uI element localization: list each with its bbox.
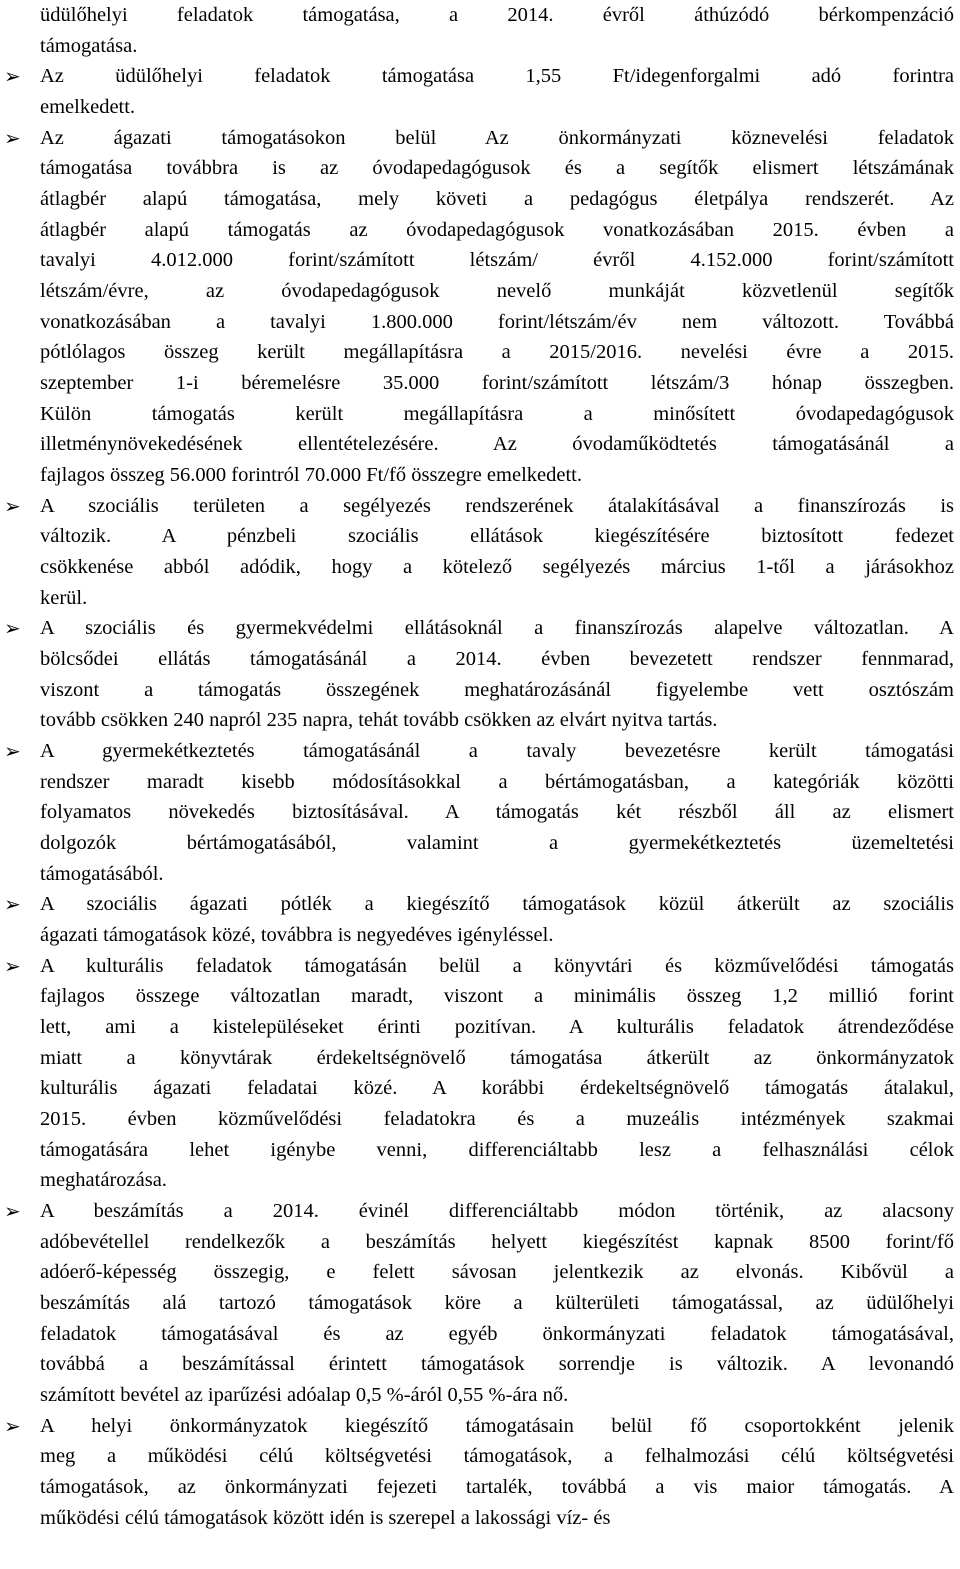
text-line: Az ágazati támogatásokon belül Az önkormányzati köznevelési feladatok: [40, 126, 954, 149]
text-line: létszám/évre, az óvodapedagógusok nevelő munkáját közvetlenül segítők: [40, 280, 954, 303]
text-line: meg a működési célú költségvetési támogatások, a felhalmozási célú költségvetési: [40, 1445, 954, 1468]
text-line: dolgozók bértámogatásából, valamint a gyermekétkeztetés üzemeltetési: [40, 832, 954, 855]
text-line: 2015. évben közművelődési feladatokra és a muzeális intézmények szakmai: [40, 1108, 954, 1131]
text-line: viszont a támogatás összegének meghatározásánál figyelembe vett osztószám: [40, 678, 954, 701]
text-line: tovább csökken 240 napról 235 napra, tehát tovább csökken az elvárt nyitva tartás.: [40, 709, 718, 732]
text-line: adóbevétellel rendelkezők a beszámítás helyett kiegészítést kapnak 8500 forint/fő: [40, 1230, 954, 1253]
text-line: A szociális területen a segélyezés rendszerének átalakításával a finanszírozás is: [40, 494, 954, 517]
bullet-arrow-icon: ➢: [4, 125, 21, 150]
text-line: emelkedett.: [40, 96, 136, 118]
text-line: működési célú támogatások között idén is szerepel a lakossági víz- és: [40, 1506, 611, 1529]
bullet-arrow-icon: ➢: [4, 1199, 21, 1224]
bullet-arrow-icon: ➢: [4, 493, 21, 518]
text-line: támogatása.: [40, 34, 138, 57]
text-line: beszámítás alá tartozó támogatások köre a külterületi támogatással, az üdülőhelyi: [40, 1292, 954, 1315]
text-line: tavalyi 4.012.000 forint/számított létszám/ évről 4.152.000 forint/számított: [40, 249, 954, 272]
text-line: A beszámítás a 2014. évinél differenciáltabb módon történik, az alacsony: [40, 1200, 954, 1223]
text-line: átlagbér alapú támogatás az óvodapedagógusok vonatkozásában 2015. évben a: [40, 218, 954, 241]
text-line: miatt a könyvtárak érdekeltségnövelő támogatása átkerült az önkormányzatok: [40, 1046, 954, 1069]
text-line: kulturális ágazati feladatai közé. A korábbi érdekeltségnövelő támogatás átalakul,: [40, 1077, 954, 1100]
text-line: A kulturális feladatok támogatásán belül a könyvtári és közművelődési támogatás: [40, 954, 954, 977]
bullet-arrow-icon: ➢: [4, 892, 21, 917]
text-line: feladatok támogatásával és az egyéb önkormányzati feladatok támogatásával,: [40, 1322, 954, 1345]
text-line: ágazati támogatások közé, továbbra is negyedéves igényléssel.: [40, 924, 554, 947]
text-line: továbbá a beszámítással érintett támogatások sorrendje is változik. A levonandó: [40, 1353, 954, 1376]
text-line: meghatározása.: [40, 1169, 167, 1192]
text-line: csökkenése abból adódik, hogy a kötelező segélyezés március 1-től a járásokhoz: [40, 556, 954, 579]
text-line: A szociális és gyermekvédelmi ellátásoknál a finanszírozás alapelve változatlan. A: [40, 617, 954, 640]
text-line: folyamatos növekedés biztosításával. A támogatás két részből áll az elismert: [40, 801, 954, 824]
text-line: Az üdülőhelyi feladatok támogatása 1,55 Ft/idegenforgalmi adó forintra: [40, 65, 954, 88]
text-line: üdülőhelyi feladatok támogatása, a 2014. évről áthúzódó bérkompenzáció: [40, 4, 954, 26]
text-line: fajlagos összeg 56.000 forintról 70.000 Ft/fő összegre emelkedett.: [40, 464, 582, 487]
text-line: fajlagos összege változatlan maradt, viszont a minimális összeg 1,2 millió forint: [40, 985, 954, 1008]
text-line: szeptember 1-i béremelésre 35.000 forint/számított létszám/3 hónap összegben.: [40, 372, 954, 395]
bullet-arrow-icon: ➢: [4, 1413, 21, 1438]
text-line: illetménynövekedésének ellentételezésére. Az óvodaműködtetés támogatásánál a: [40, 433, 954, 456]
bullet-arrow-icon: ➢: [4, 739, 21, 764]
text-line: támogatása továbbra is az óvodapedagógusok és a segítők elismert létszámának: [40, 157, 954, 180]
text-line: A gyermekétkeztetés támogatásánál a tavaly bevezetésre került támogatási: [40, 740, 954, 763]
text-line: lett, ami a kistelepüléseket érinti pozitívan. A kulturális feladatok átrendeződése: [40, 1016, 954, 1039]
text-line: rendszer maradt kisebb módosításokkal a bértámogatásban, a kategóriák közötti: [40, 770, 954, 793]
text-line: bölcsődei ellátás támogatásánál a 2014. évben bevezetett rendszer fennmarad,: [40, 648, 954, 671]
text-line: A szociális ágazati pótlék a kiegészítő támogatások közül átkerült az szociális: [40, 893, 954, 916]
text-line: vonatkozásában a tavalyi 1.800.000 forint/létszám/év nem változott. Továbbá: [40, 310, 954, 333]
text-line: számított bevétel az iparűzési adóalap 0,5 %-áról 0,55 %-ára nő.: [40, 1384, 569, 1407]
text-line: átlagbér alapú támogatása, mely követi a pedagógus életpálya rendszerét. Az: [40, 188, 954, 211]
bullet-arrow-icon: ➢: [4, 953, 21, 978]
text-line: támogatására lehet igénybe venni, differenciáltabb lesz a felhasználási célok: [40, 1138, 954, 1161]
text-line: támogatások, az önkormányzati fejezeti tartalék, továbbá a vis maior támogatás. A: [40, 1476, 954, 1499]
bullet-arrow-icon: ➢: [4, 616, 21, 641]
text-line: változik. A pénzbeli szociális ellátások kiegészítésére biztosított fedezet: [40, 525, 954, 548]
text-line: támogatásából.: [40, 862, 164, 885]
text-line: adóerő-képesség összegig, e felett sávosan jelentkezik az elvonás. Kibővül a: [40, 1261, 954, 1284]
text-line: pótlólagos összeg került megállapításra a 2015/2016. nevelési évre a 2015.: [40, 341, 954, 364]
text-line: A helyi önkormányzatok kiegészítő támogatásain belül fő csoportokként jelenik: [40, 1414, 954, 1437]
text-line: Külön támogatás került megállapításra a minősített óvodapedagógusok: [40, 402, 954, 425]
bullet-arrow-icon: ➢: [4, 64, 21, 89]
text-line: kerül.: [40, 586, 88, 609]
